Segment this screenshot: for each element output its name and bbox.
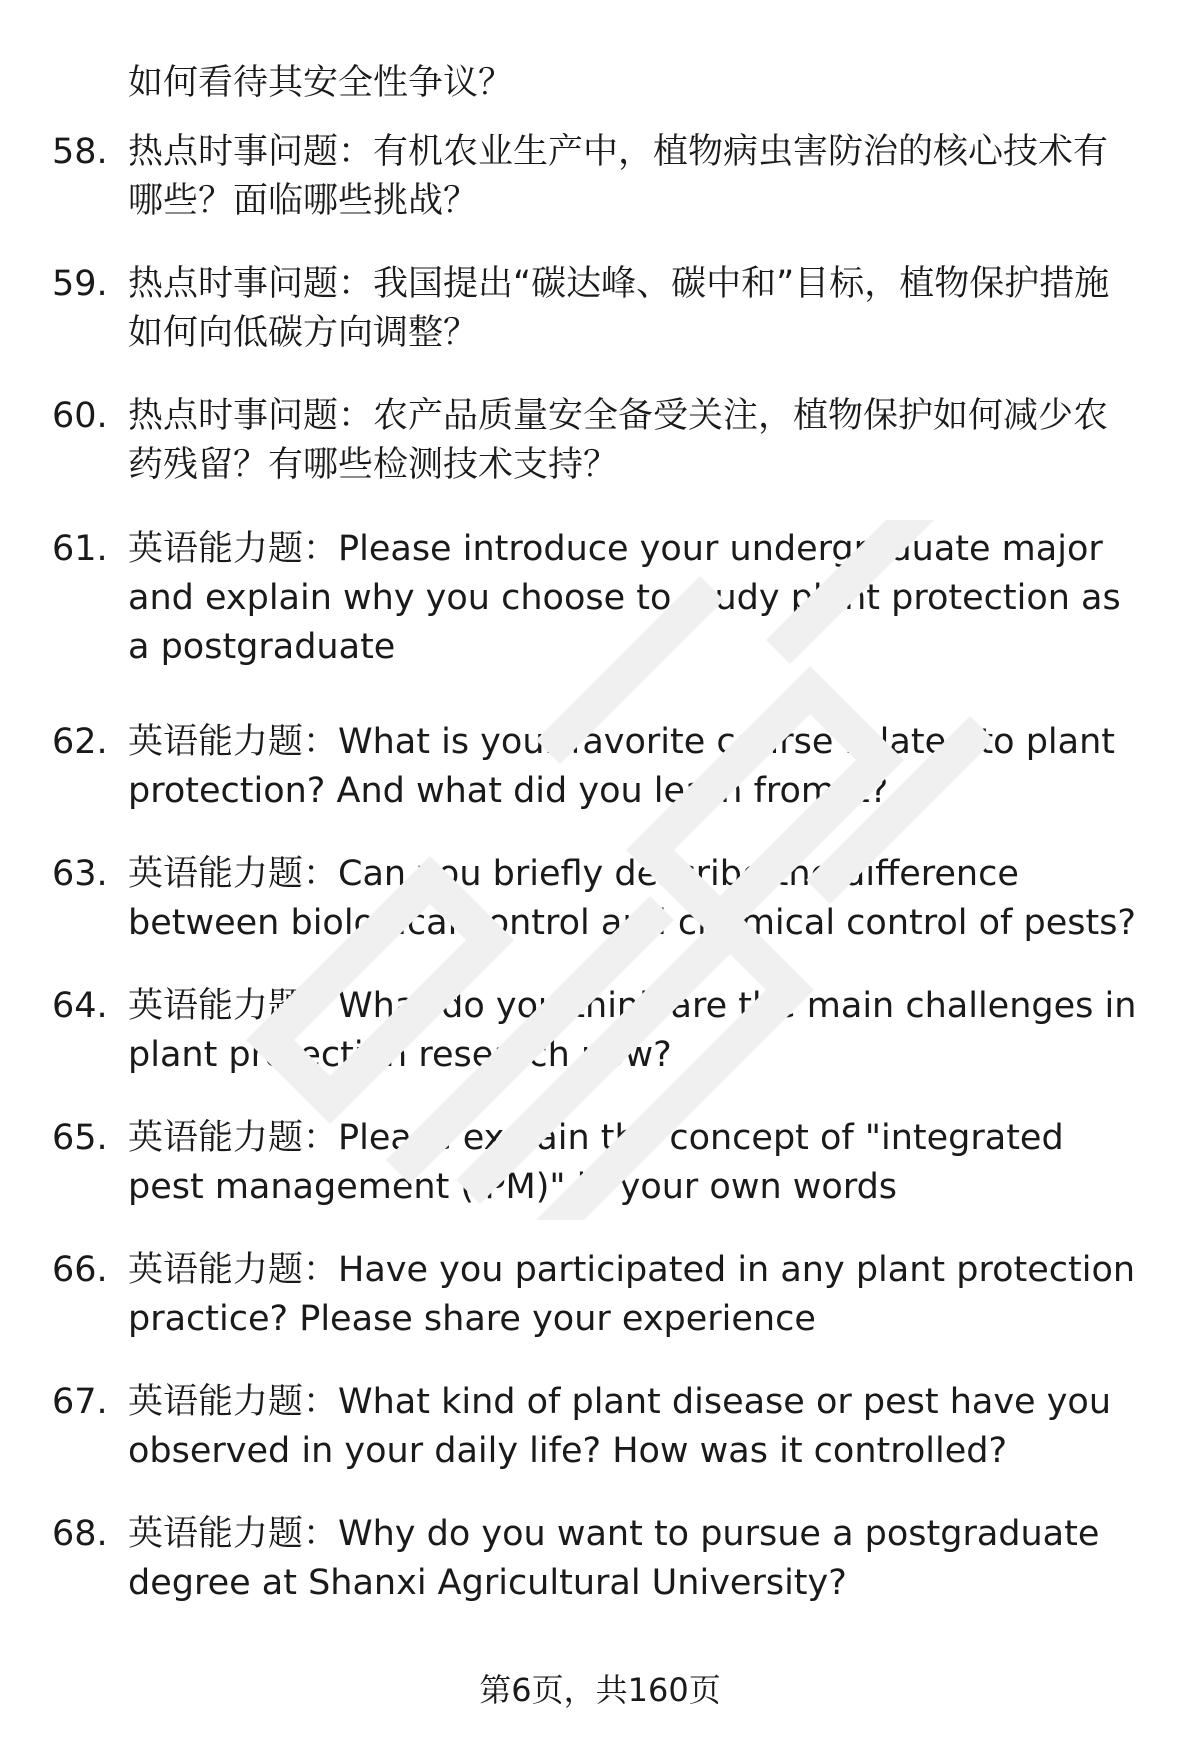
question-number: 67. — [52, 1382, 108, 1422]
question-number: 66. — [52, 1250, 108, 1290]
question-label: 英语能力题： — [128, 1382, 339, 1422]
question-body: Have you participated in any plant protection practice? Please share your experience — [128, 1250, 1136, 1339]
question-number: 62. — [52, 722, 108, 762]
question-body: What kind of plant disease or pest have you observed in your daily life? How was it controlled? — [128, 1382, 1112, 1471]
question-text — [128, 982, 1138, 1080]
question-label: 英语能力题： — [128, 1118, 339, 1158]
question-text — [128, 260, 1138, 358]
question-text — [128, 1114, 1138, 1212]
question-number: 59. — [52, 264, 108, 304]
question-text — [128, 718, 1138, 816]
question-body: 我国提出“碳达峰、碳中和”目标，植物保护措施如何向低碳方向调整？ — [128, 264, 1110, 353]
question-number: 60. — [52, 396, 108, 436]
question-text — [128, 850, 1138, 948]
question-label: 英语能力题： — [128, 529, 339, 569]
question-text — [128, 392, 1138, 490]
question-body: 有机农业生产中，植物病虫害防治的核心技术有哪些？面临哪些挑战？ — [128, 132, 1109, 221]
question-number: 61. — [52, 529, 108, 569]
question-label: 热点时事问题： — [128, 396, 374, 436]
question-number: 68. — [52, 1514, 108, 1554]
question-body: Please introduce your undergraduate major and explain why you choose to study plant protection as a postgraduate — [128, 529, 1121, 667]
continuation-text: 如何看待其安全性争议？ — [128, 63, 514, 103]
question-text — [128, 525, 1138, 672]
question-body: Please explain the concept of "integrated pest management (IPM)" in your own words — [128, 1118, 1064, 1207]
question-number: 58. — [52, 132, 108, 172]
question-number: 65. — [52, 1118, 108, 1158]
question-label: 热点时事问题： — [128, 132, 374, 172]
question-body: What is your favorite course related to plant protection? And what did you learn from it? — [128, 722, 1116, 811]
question-text — [128, 1246, 1138, 1344]
page-footer: 第6页，共160页 — [479, 1671, 721, 1709]
question-text — [128, 1510, 1138, 1608]
question-label: 英语能力题： — [128, 1250, 339, 1290]
question-text — [128, 1378, 1138, 1476]
question-label: 英语能力题： — [128, 986, 339, 1026]
question-label: 英语能力题： — [128, 854, 339, 894]
question-body: Why do you want to pursue a postgraduate degree at Shanxi Agricultural University? — [128, 1514, 1100, 1603]
question-number: 64. — [52, 986, 108, 1026]
question-number: 63. — [52, 854, 108, 894]
question-body: What do you think are the main challenges in plant protection research now? — [128, 986, 1137, 1075]
question-body: Can you briefly describe the difference between biological control and chemical control of pests? — [128, 854, 1137, 943]
question-body: 农产品质量安全备受关注，植物保护如何减少农药残留？有哪些检测技术支持？ — [128, 396, 1109, 485]
question-text — [128, 128, 1138, 226]
question-label: 英语能力题： — [128, 722, 339, 762]
question-label: 热点时事问题： — [128, 264, 374, 304]
question-label: 英语能力题： — [128, 1514, 339, 1554]
